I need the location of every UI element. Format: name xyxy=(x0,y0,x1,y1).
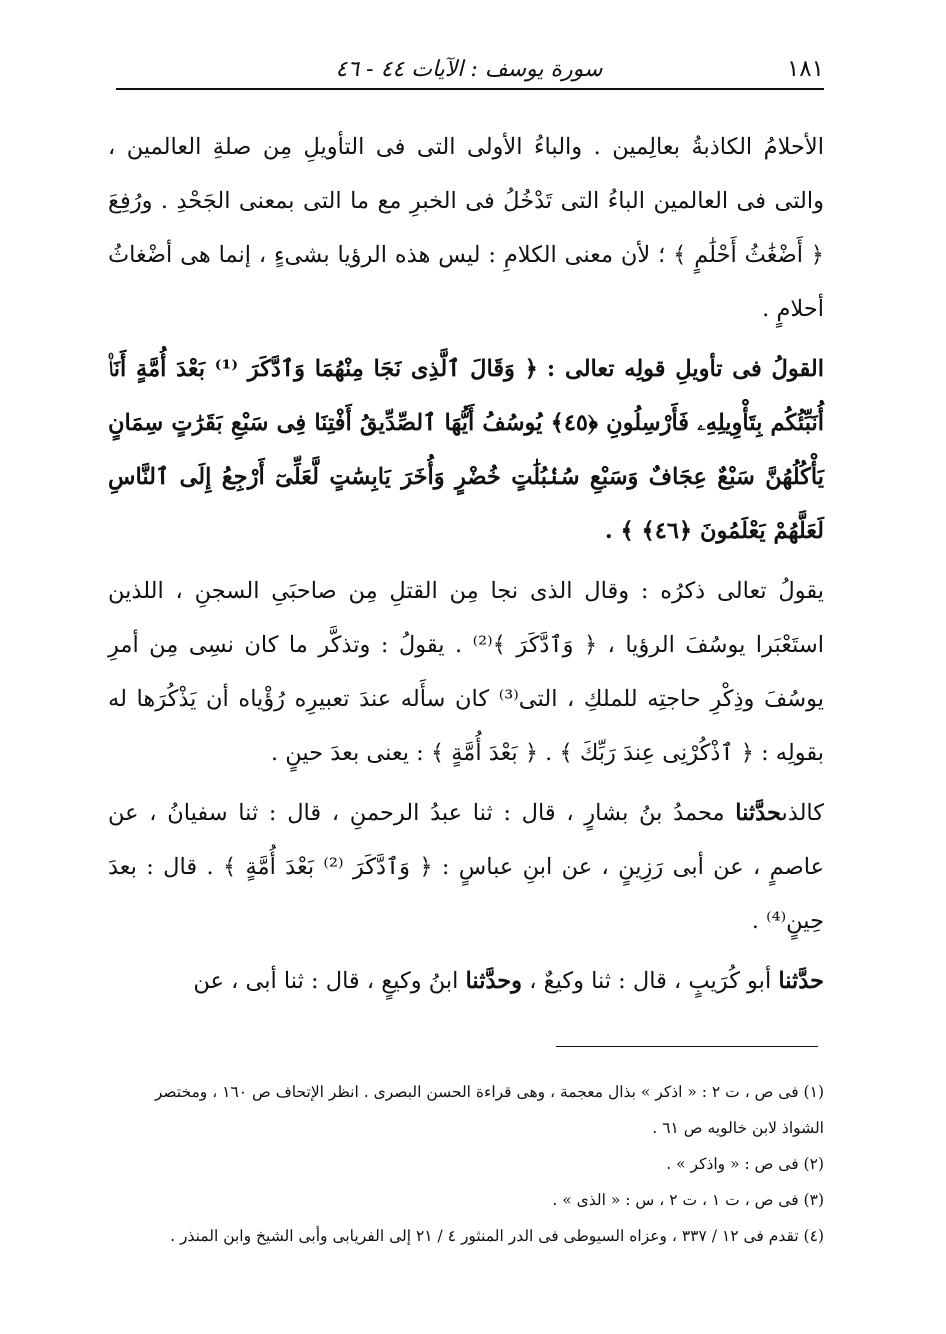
footnote-2: (٢) فى ص : « واذكر » . xyxy=(666,1155,824,1173)
paragraph-1: الأحلامُ الكاذبةُ بعالِمين . والباءُ الأولى التى فى التأويلِ مِن صلةِ العالمين ، والتى فى العالمين الباءُ التى تَدْخُلُ فى الخبرِ مع ما التى بمعنى الجَحْدِ . ورُفِعَ ﴿ أَضْغَٰثُ أَحْلَٰمٍ ﴾ ؛ لأن معنى الكلامِ : ليس هذه الرؤيا بشىءٍ ، إنما هى أضْغاثُ أحلامٍ . xyxy=(108,134,824,322)
main-text xyxy=(108,120,824,1008)
isnad-marker: حدَّثنا xyxy=(778,968,824,994)
text-span: محمدُ بنُ بشارٍ ، قال : ثنا عبدُ الرحمنِ ، قال : ثنا سفيانُ ، عن عاصمٍ ، عن أبى رَزِينٍ ، عن ابنِ عباسٍ : ﴿ وَٱدَّكَرَ ⁽²⁾ بَعْدَ أُمَّةٍ ﴾ . قال : بعدَ حِينٍ⁽⁴⁾ . xyxy=(108,800,825,934)
footnote-1: (١) فى ص ، ت ٢ : « اذكر » بذال معجمة ، وهى قراءة الحسن البصرى . انظر الإتحاف ص ١٦٠ ، ومختصر الشواذ لابن خالويه ص ٦١ . xyxy=(154,1083,824,1137)
paragraph-5 xyxy=(108,954,824,1008)
footnote-3: (٣) فى ص ، ت ١ ، ت ٢ ، س : « الذى » . xyxy=(552,1191,824,1209)
header-rule xyxy=(116,88,824,90)
paragraph-4 xyxy=(108,786,824,948)
footnotes xyxy=(108,1074,824,1254)
running-title: سورة يوسف : الآيات ٤٤ - ٤٦ xyxy=(335,57,603,82)
page-number: ١٨١ xyxy=(786,56,824,82)
paragraph-3: يقولُ تعالى ذكرُه : وقال الذى نجا مِن القتلِ مِن صاحبَىِ السجنِ ، اللذين استَعْبَرا يوسُفَ الرؤيا ، ﴿ وَٱدَّكَرَ ﴾⁽²⁾ . يقولُ : وتذكَّر ما كان نسِى مِن أمرِ يوسُفَ وذِكْرِ حاجتِه للملكِ ، التى⁽³⁾ كان سأَله عندَ تعبيرِه رُؤْياه أن يَذْكُرَها له بقولِه : ﴿ ٱذْكُرْنِى عِندَ رَبِّكَ ﴾ . ﴿ بَعْدَ أُمَّةٍ ﴾ : يعنى بعدَ حينٍ . xyxy=(108,578,824,766)
footnote-4: (٤) تقدم فى ١٢ / ٣٣٧ ، وعزاه السيوطى فى الدر المنثور ٤ / ٢١ إلى الفريابى وأبى الشيخ وابن المنذر . xyxy=(170,1227,824,1245)
page-header xyxy=(114,42,824,82)
footnote-rule xyxy=(556,1046,818,1047)
isnad-marker: حدَّثنا xyxy=(735,800,782,826)
text-span: أبو كُرَيبٍ ، قال : ثنا وكيعٌ ، xyxy=(529,968,772,994)
paragraph-2 xyxy=(108,342,824,558)
quran-verse: ﴿ وَقَالَ ٱلَّذِى نَجَا مِنْهُمَا وَٱدَّكَرَ ⁽¹⁾ بَعْدَ أُمَّةٍ أَنَا۠ أُنَبِّئُكُم بِتَأْوِيلِهِۦ فَأَرْسِلُونِ ﴿٤٥﴾ يُوسُفُ أَيُّهَا ٱلصِّدِّيقُ أَفْتِنَا فِى سَبْعِ بَقَرَٰتٍ سِمَانٍ يَأْكُلُهُنَّ سَبْعٌ عِجَافٌ وَسَبْعِ سُنۢبُلَٰتٍ خُضْرٍ وَأُخَرَ يَابِسَٰتٍ لَّعَلِّىٓ أَرْجِعُ إِلَى ٱلنَّاسِ لَعَلَّهُمْ يَعْلَمُونَ ﴿٤٦﴾ ﴾ . xyxy=(108,356,824,544)
text-span: كالذى xyxy=(781,800,824,826)
text-span: ابنُ وكيعٍ ، قال : ثنا أبى ، عن xyxy=(193,968,459,994)
section-heading: القولُ فى تأويلِ قولِه تعالى : xyxy=(546,356,825,382)
isnad-marker: وحدَّثنا xyxy=(465,968,523,994)
